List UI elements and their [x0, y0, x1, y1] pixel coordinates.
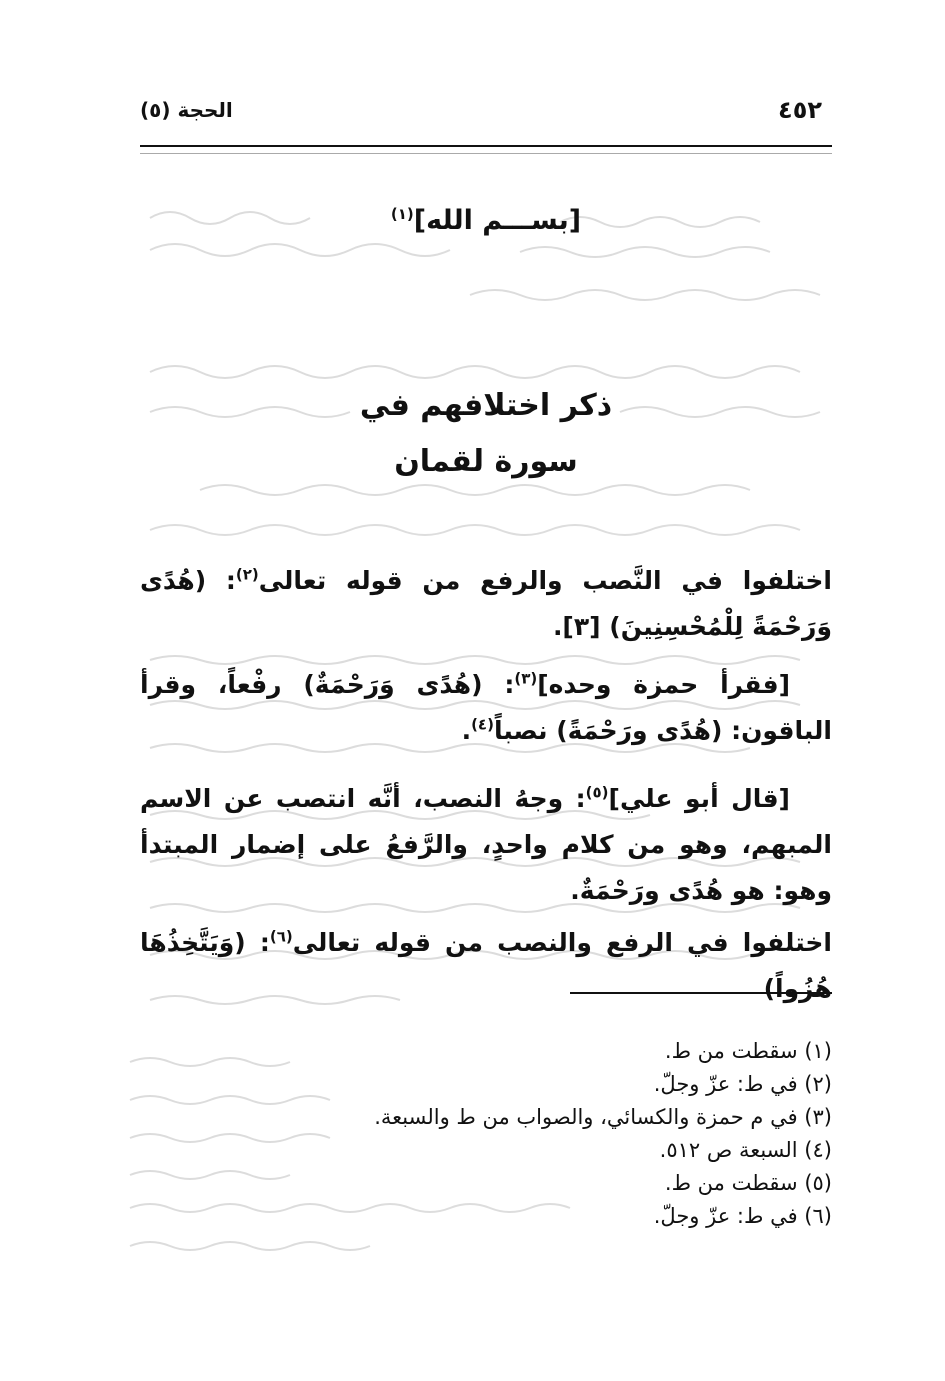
footnote-item: (٤) السبعة ص ٥١٢.	[659, 1138, 832, 1162]
header-rule	[140, 145, 832, 147]
footnote-ref: (٣)	[514, 669, 538, 688]
footnote-separator	[570, 992, 832, 994]
footnote-ref: (٥)	[585, 783, 609, 802]
running-header	[140, 92, 830, 132]
paragraph-text: [فقرأ حمزة وحده]	[537, 670, 790, 699]
footnote-ref: (١)	[390, 205, 414, 223]
chapter-heading-line1: ذكر اختلافهم في	[359, 388, 613, 423]
footnote-ref: (٢)	[235, 565, 259, 584]
paragraph-2	[140, 662, 832, 754]
paragraph-4	[140, 920, 832, 1012]
footnote-item: (٢) في ط: عزّ وجلّ.	[653, 1072, 832, 1096]
footnotes	[232, 1035, 832, 1233]
basmala-heading	[140, 205, 832, 236]
paragraph-text: : (هُدًى وَرَحْمَةٌ) رفْعاً، وقرأ الباقون: (هُدًى ورَحْمَةً) نصباً	[140, 670, 832, 745]
chapter-heading-line2: سورة لقمان	[394, 444, 578, 479]
basmala-text: [بســـم الله]	[413, 205, 582, 236]
footnote-item: (٥) سقطت من ط.	[664, 1171, 832, 1195]
paragraph-text: .	[461, 716, 472, 745]
footnote-item: (٦) في ط: عزّ وجلّ.	[653, 1204, 832, 1228]
paragraph-text: [قال أبو علي]	[608, 784, 790, 813]
header-title: الحجة (٥)	[140, 98, 233, 122]
paragraph-text: : وجهُ النصب، أنَّه انتصب عن الاسم المبهم، وهو من كلام واحدٍ، والرَّفعُ على إضمار المبتدأ وهو: هو هُدًى ورَحْمَةٌ.	[140, 784, 832, 905]
paragraph-text: اختلفوا في الرفع والنصب من قوله تعالى	[292, 928, 832, 957]
paragraph-text: اختلفوا في النَّصب والرفع من قوله تعالى	[258, 566, 832, 595]
footnote-item: (٣) في م حمزة والكسائي، والصواب من ط والسبعة.	[374, 1105, 832, 1129]
footnote-ref: (٦)	[269, 927, 293, 946]
paragraph-text: : (هُدًى وَرَحْمَةً لِلْمُحْسِنِينَ) [٣].	[140, 566, 832, 641]
page-number: ٤٥٢	[778, 96, 822, 124]
footnote-item: (١) سقطت من ط.	[664, 1039, 832, 1063]
paragraph-text: : (وَيَتَّخِذُهَا هُزُواً)	[140, 928, 832, 1003]
paragraph-3	[140, 776, 832, 914]
header-rule-thin	[140, 153, 832, 154]
footnote-ref: (٤)	[471, 715, 494, 734]
paragraph-1	[140, 558, 832, 650]
